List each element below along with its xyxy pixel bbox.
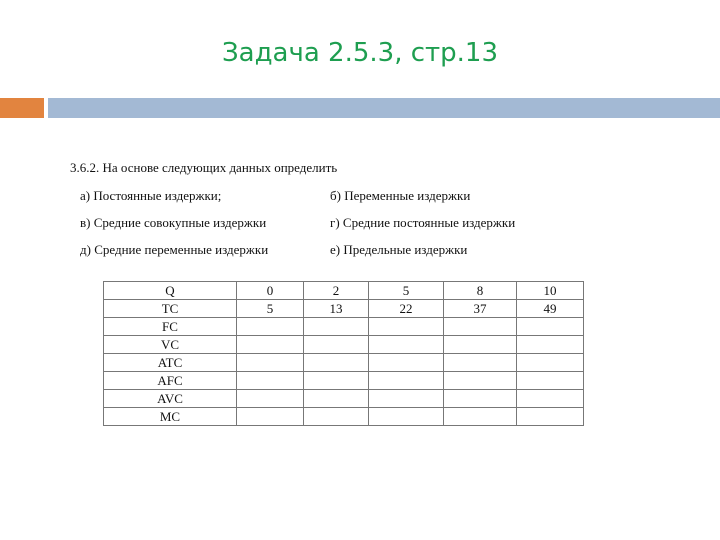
table-cell [444, 354, 517, 372]
table-cell [304, 354, 369, 372]
table-cell [304, 318, 369, 336]
table-row [104, 354, 584, 372]
table-row [104, 282, 584, 300]
table-row [104, 390, 584, 408]
table-cell [517, 372, 584, 390]
cost-table [103, 281, 584, 426]
row-label-cell: AFC [104, 372, 237, 390]
slide-title: Задача 2.5.3, стр.13 [221, 38, 499, 68]
table-cell [517, 318, 584, 336]
table-cell [369, 372, 444, 390]
task-text [66, 160, 606, 269]
table-cell [304, 372, 369, 390]
table-cell: 10 [517, 282, 584, 300]
task-item-b: б) Переменные издержки [330, 188, 471, 203]
table-cell [304, 336, 369, 354]
table-cell: 5 [369, 282, 444, 300]
task-item-v: в) Средние совокупные издержки [80, 215, 267, 230]
table-cell [444, 318, 517, 336]
table-cell [444, 336, 517, 354]
table-cell [369, 336, 444, 354]
accent-bar [0, 98, 44, 118]
row-label-cell: Q [104, 282, 237, 300]
table-cell: 0 [237, 282, 304, 300]
task-item-row [66, 188, 606, 204]
table-cell [304, 408, 369, 426]
table-cell [444, 408, 517, 426]
table-cell [304, 390, 369, 408]
row-label-cell: TC [104, 300, 237, 318]
table-row [104, 408, 584, 426]
table-cell [444, 372, 517, 390]
table-row [104, 318, 584, 336]
table-cell [369, 354, 444, 372]
row-label-cell: ATC [104, 354, 237, 372]
table-cell [517, 390, 584, 408]
table-row [104, 300, 584, 318]
table-cell: 5 [237, 300, 304, 318]
task-item-g: г) Средние постоянные издержки [330, 215, 516, 230]
table-row [104, 336, 584, 354]
table-cell [444, 390, 517, 408]
table-cell: 22 [369, 300, 444, 318]
task-item-row [66, 242, 606, 258]
row-label-cell: MC [104, 408, 237, 426]
table-cell [237, 318, 304, 336]
row-label-cell: FC [104, 318, 237, 336]
table-cell [517, 408, 584, 426]
table-cell [237, 408, 304, 426]
task-item-d: д) Средние переменные издержки [80, 242, 269, 257]
table-cell: 2 [304, 282, 369, 300]
task-item-e: е) Предельные издержки [330, 242, 468, 257]
table-cell [369, 408, 444, 426]
table-cell: 8 [444, 282, 517, 300]
row-label-cell: AVC [104, 390, 237, 408]
table-cell [517, 336, 584, 354]
task-item-a: а) Постоянные издержки; [80, 188, 222, 203]
table-cell [237, 372, 304, 390]
table-cell [237, 390, 304, 408]
table-cell: 49 [517, 300, 584, 318]
task-heading: 3.6.2. На основе следующих данных определить [70, 160, 338, 175]
table-row [104, 372, 584, 390]
row-label-cell: VC [104, 336, 237, 354]
table-cell [369, 318, 444, 336]
table-cell [369, 390, 444, 408]
table-cell: 13 [304, 300, 369, 318]
table-cell: 37 [444, 300, 517, 318]
table-cell [237, 354, 304, 372]
table-cell [517, 354, 584, 372]
header-bar [48, 98, 720, 118]
task-item-row [66, 215, 606, 231]
table-cell [237, 336, 304, 354]
